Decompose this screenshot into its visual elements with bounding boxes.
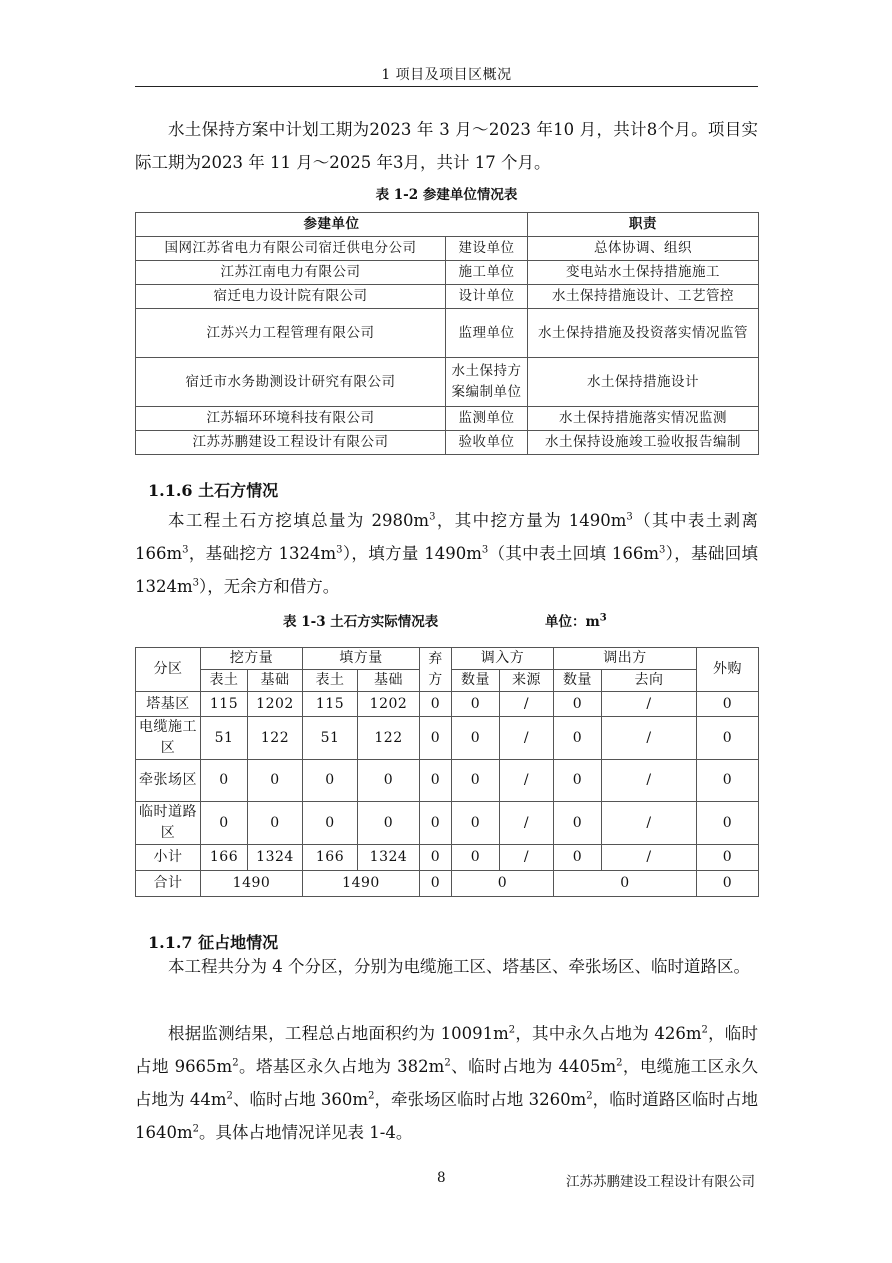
value-cell: 0 — [554, 802, 602, 845]
org-cell: 江苏辐环环境科技有限公司 — [136, 407, 446, 431]
superscript: 2 — [226, 1090, 233, 1102]
superscript: 3 — [192, 577, 200, 589]
participants-table — [135, 212, 759, 455]
header-excavation: 挖方量 — [201, 648, 303, 670]
superscript: 2 — [586, 1090, 593, 1102]
value-cell: 0 — [420, 802, 452, 845]
land-text: ，牵张场区临时占地 3260m — [374, 1090, 587, 1109]
zone-cell: 塔基区 — [136, 692, 201, 717]
total-transfer-out: 0 — [554, 871, 697, 897]
table-row — [136, 407, 759, 431]
header-zone: 分区 — [136, 648, 201, 692]
zone-cell: 电缆施工区 — [136, 717, 201, 760]
duty-cell: 水土保持设施竣工验收报告编制 — [528, 431, 759, 455]
superscript: 2 — [192, 1123, 200, 1135]
superscript: 3 — [336, 544, 343, 556]
schedule-paragraph: 水土保持方案中计划工期为2023 年 3 月～2023 年10 月，共计8个月。项目实际工期为2023 年 11 月～2025 年3月，共计 17 个月。 — [135, 120, 758, 172]
value-cell: 166 — [303, 845, 358, 871]
zone-cell: 小计 — [136, 845, 201, 871]
table-1-3-caption — [283, 610, 438, 630]
table-row — [136, 358, 759, 407]
value-cell: 0 — [201, 760, 248, 802]
value-cell: 0 — [452, 692, 500, 717]
total-transfer-in: 0 — [452, 871, 554, 897]
value-cell: 122 — [248, 717, 303, 760]
header-rule — [135, 86, 758, 87]
role-cell: 验收单位 — [446, 431, 528, 455]
role-cell: 建设单位 — [446, 237, 528, 261]
land-text: 。具体占地情况详见表 1-4。 — [199, 1123, 413, 1142]
role-cell: 监理单位 — [446, 309, 528, 358]
duty-cell: 水土保持措施设计 — [528, 358, 759, 407]
land-text: ，电缆施工区永久占地为 44m — [135, 1057, 758, 1109]
table-total-row — [136, 871, 759, 897]
superscript: 3 — [429, 511, 436, 523]
table-row — [136, 285, 759, 309]
org-cell: 宿迁电力设计院有限公司 — [136, 285, 446, 309]
value-cell: 0 — [452, 845, 500, 871]
footer-company: 江苏苏鹏建设工程设计有限公司 — [566, 1174, 755, 1190]
value-cell: / — [602, 717, 697, 760]
header-transfer-in: 调入方 — [452, 648, 554, 670]
header-destination: 去向 — [602, 670, 697, 692]
earthwork-text: 本工程土石方挖填总量为 2980m — [168, 511, 430, 530]
superscript: 2 — [508, 1024, 516, 1036]
value-cell: 0 — [452, 717, 500, 760]
value-cell: 0 — [248, 802, 303, 845]
header-duty: 职责 — [528, 213, 759, 237]
table-row — [136, 237, 759, 261]
value-cell: 0 — [420, 692, 452, 717]
section-heading-land: 1.1.7 征占地情况 — [148, 933, 279, 952]
table-header-row — [136, 213, 759, 237]
value-cell: 1324 — [358, 845, 420, 871]
table-row — [136, 717, 759, 760]
value-cell: 0 — [452, 802, 500, 845]
superscript: 3 — [658, 544, 666, 556]
total-purchase: 0 — [697, 871, 759, 897]
land-text: 、临时占地为 4405m — [450, 1057, 617, 1076]
superscript: 2 — [232, 1057, 239, 1069]
role-cell: 设计单位 — [446, 285, 528, 309]
value-cell: 0 — [303, 802, 358, 845]
land-paragraph-1: 本工程共分为 4 个分区，分别为电缆施工区、塔基区、牵张场区、临时道路区。 — [168, 957, 750, 976]
value-cell: 115 — [201, 692, 248, 717]
value-cell: 166 — [201, 845, 248, 871]
table-row — [136, 845, 759, 871]
earthwork-text: ），基础回填 1324m — [135, 544, 759, 596]
header-foundation: 基础 — [358, 670, 420, 692]
duty-cell: 变电站水土保持措施施工 — [528, 261, 759, 285]
value-cell: 0 — [554, 845, 602, 871]
value-cell: / — [500, 760, 554, 802]
unit-text: 单位：m — [545, 614, 600, 630]
total-waste: 0 — [420, 871, 452, 897]
value-cell: 0 — [554, 760, 602, 802]
land-text: 根据监测结果，工程总占地面积约为 10091m — [168, 1024, 509, 1043]
earthwork-paragraph — [135, 504, 758, 603]
value-cell: 0 — [420, 760, 452, 802]
header-topsoil: 表土 — [303, 670, 358, 692]
superscript: 3 — [626, 511, 633, 523]
header-waste: 弃方 — [420, 648, 452, 692]
value-cell: / — [500, 717, 554, 760]
value-cell: 51 — [201, 717, 248, 760]
value-cell: 0 — [420, 717, 452, 760]
header-transfer-out: 调出方 — [554, 648, 697, 670]
land-text: ，临时占地 9665m — [135, 1024, 758, 1076]
org-cell: 宿迁市水务勘测设计研究有限公司 — [136, 358, 446, 407]
org-cell: 江苏兴力工程管理有限公司 — [136, 309, 446, 358]
value-cell: / — [500, 802, 554, 845]
section-heading-earthwork: 1.1.6 土石方情况 — [148, 481, 279, 500]
table-row — [136, 760, 759, 802]
header-fill: 填方量 — [303, 648, 420, 670]
zone-cell: 牵张场区 — [136, 760, 201, 802]
duty-cell: 水土保持措施及投资落实情况监管 — [528, 309, 759, 358]
header-purchase: 外购 — [697, 648, 759, 692]
caption-text: 表 1-3 土石方实际情况表 — [283, 614, 439, 630]
value-cell: 0 — [358, 802, 420, 845]
superscript: 3 — [182, 544, 189, 556]
value-cell: / — [602, 760, 697, 802]
value-cell: / — [500, 692, 554, 717]
earthwork-text: ，其中挖方量为 1490m — [435, 511, 627, 530]
value-cell: 51 — [303, 717, 358, 760]
duty-cell: 水土保持措施落实情况监测 — [528, 407, 759, 431]
table-header-row — [136, 648, 759, 670]
table-1-3-unit — [545, 610, 607, 630]
header-source: 来源 — [500, 670, 554, 692]
table-row — [136, 309, 759, 358]
header-foundation: 基础 — [248, 670, 303, 692]
org-cell: 国网江苏省电力有限公司宿迁供电分公司 — [136, 237, 446, 261]
duty-cell: 总体协调、组织 — [528, 237, 759, 261]
value-cell: / — [602, 692, 697, 717]
value-cell: 0 — [697, 692, 759, 717]
value-cell: 1324 — [248, 845, 303, 871]
role-cell: 水土保持方案编制单位 — [446, 358, 528, 407]
value-cell: 0 — [554, 717, 602, 760]
earthwork-text: ，基础挖方 1324m — [188, 544, 337, 563]
value-cell: 0 — [248, 760, 303, 802]
earthwork-text: ），填方量 1490m — [342, 544, 482, 563]
table-row — [136, 431, 759, 455]
table-row — [136, 261, 759, 285]
value-cell: 0 — [201, 802, 248, 845]
org-cell: 江苏苏鹏建设工程设计有限公司 — [136, 431, 446, 455]
role-cell: 监测单位 — [446, 407, 528, 431]
value-cell: 1202 — [248, 692, 303, 717]
total-excavation: 1490 — [201, 871, 303, 897]
land-text: 、临时占地 360m — [232, 1090, 369, 1109]
table-1-2-caption: 表 1-2 参建单位情况表 — [375, 187, 518, 203]
value-cell: 0 — [697, 845, 759, 871]
earthwork-text: ），无余方和借方。 — [199, 577, 340, 596]
value-cell: / — [602, 845, 697, 871]
role-cell: 施工单位 — [446, 261, 528, 285]
earthwork-table — [135, 647, 759, 897]
land-text: ，临时道路区临时占地 1640m — [135, 1090, 759, 1142]
table-row — [136, 692, 759, 717]
superscript: 2 — [616, 1057, 623, 1069]
zone-cell: 合计 — [136, 871, 201, 897]
value-cell: 0 — [697, 802, 759, 845]
value-cell: / — [500, 845, 554, 871]
land-text: 。塔基区永久占地为 382m — [238, 1057, 445, 1076]
header-qty: 数量 — [452, 670, 500, 692]
superscript: 2 — [368, 1090, 375, 1102]
org-cell: 江苏江南电力有限公司 — [136, 261, 446, 285]
value-cell: 0 — [303, 760, 358, 802]
land-text: ，其中永久占地为 426m — [515, 1024, 702, 1043]
land-paragraph-2 — [135, 1017, 758, 1149]
value-cell: 115 — [303, 692, 358, 717]
value-cell: 1202 — [358, 692, 420, 717]
superscript: 2 — [701, 1024, 708, 1036]
value-cell: / — [602, 802, 697, 845]
page-number: 8 — [437, 1170, 446, 1186]
value-cell: 0 — [697, 760, 759, 802]
header-qty: 数量 — [554, 670, 602, 692]
value-cell: 0 — [697, 717, 759, 760]
zone-cell: 临时道路区 — [136, 802, 201, 845]
table-row — [136, 802, 759, 845]
superscript: 3 — [599, 612, 607, 624]
value-cell: 0 — [358, 760, 420, 802]
value-cell: 122 — [358, 717, 420, 760]
header-participant: 参建单位 — [136, 213, 528, 237]
superscript: 2 — [444, 1057, 451, 1069]
duty-cell: 水土保持措施设计、工艺管控 — [528, 285, 759, 309]
value-cell: 0 — [554, 692, 602, 717]
value-cell: 0 — [420, 845, 452, 871]
value-cell: 0 — [452, 760, 500, 802]
superscript: 3 — [481, 544, 489, 556]
page-header: 1 项目及项目区概况 — [381, 67, 512, 83]
earthwork-text: （其中表土回填 166m — [488, 544, 659, 563]
header-topsoil: 表土 — [201, 670, 248, 692]
total-fill: 1490 — [303, 871, 420, 897]
earthwork-text: （其中表土剥离166m — [135, 511, 759, 563]
